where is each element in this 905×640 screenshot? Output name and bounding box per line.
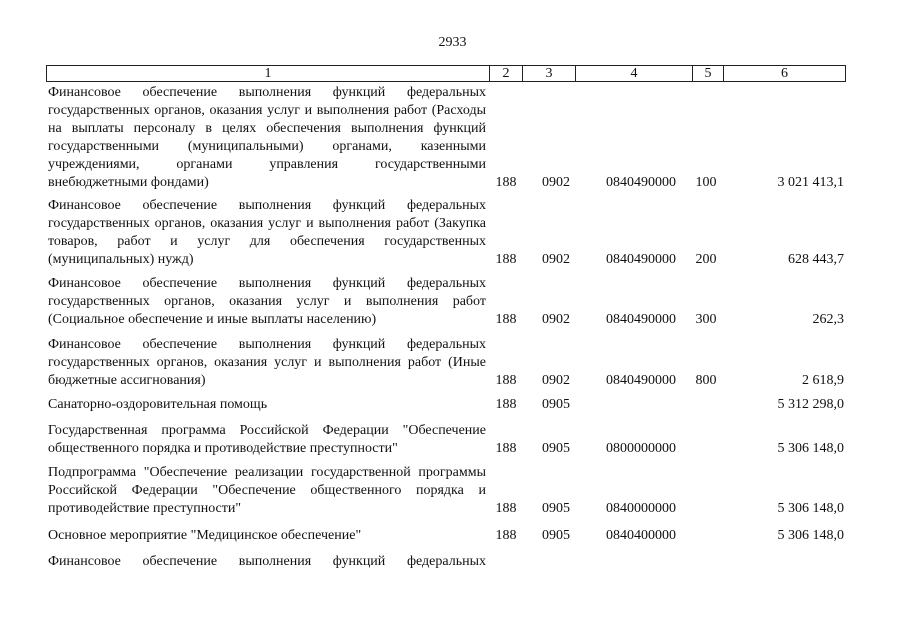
table-row: [46, 553, 846, 571]
row-col-3: 0905: [542, 441, 570, 456]
row-description: Государственная программа Российской Федерации "Обеспечение общественного порядка и противодействие преступности": [48, 423, 486, 456]
table-row: [46, 422, 846, 458]
row-col-2: 188: [495, 501, 517, 516]
table-row: [46, 527, 846, 545]
row-col-4: 0800000000: [606, 441, 676, 456]
header-col-3: 3: [522, 66, 575, 81]
row-col-5: 300: [695, 312, 717, 327]
row-col-6: 5 306 148,0: [777, 528, 844, 543]
table-row: [46, 197, 846, 269]
row-col-3: 0905: [542, 397, 570, 412]
row-col-3: 0902: [542, 175, 570, 190]
row-col-2: 188: [495, 373, 517, 388]
row-col-4: 0840490000: [606, 175, 676, 190]
row-col-5: 200: [695, 252, 717, 267]
row-col-6: 3 021 413,1: [777, 175, 844, 190]
row-description: Подпрограмма "Обеспечение реализации государственной программы Российской Федерации "Обеспечение общественного порядка и противодействие преступности": [48, 465, 486, 516]
row-col-6: 5 306 148,0: [777, 441, 844, 456]
header-col-5: 5: [692, 66, 723, 81]
row-col-6: 5 312 298,0: [777, 397, 844, 412]
page-number: 2933: [438, 35, 467, 50]
row-col-4: 0840000000: [606, 501, 676, 516]
row-col-2: 188: [495, 252, 517, 267]
row-description: Санаторно-оздоровительная помощь: [48, 397, 268, 412]
table-row: [46, 396, 846, 414]
row-description: Финансовое обеспечение выполнения функций федеральных государственных органов, оказания услуг и выполнения работ (Закупка товаров, работ и услуг для обеспечения государственных (муниципальных) нужд): [48, 198, 486, 267]
row-col-3: 0905: [542, 528, 570, 543]
row-col-2: 188: [495, 397, 517, 412]
row-col-3: 0902: [542, 373, 570, 388]
row-description: Основное мероприятие "Медицинское обеспечение": [48, 528, 362, 543]
row-col-2: 188: [495, 528, 517, 543]
row-col-5: 800: [695, 373, 717, 388]
row-col-6: 628 443,7: [788, 252, 844, 267]
row-col-4: 0840490000: [606, 252, 676, 267]
table-header: [46, 65, 846, 82]
header-col-2: 2: [489, 66, 522, 81]
table-row: [46, 84, 846, 192]
row-col-3: 0902: [542, 252, 570, 267]
table-row: [46, 464, 846, 518]
row-col-4: 0840400000: [606, 528, 676, 543]
row-description: Финансовое обеспечение выполнения функций федеральных государственных органов, оказания услуг и выполнения работ (Иные бюджетные ассигнования): [48, 337, 486, 388]
row-col-2: 188: [495, 312, 517, 327]
row-description: Финансовое обеспечение выполнения функций федеральных государственных органов, оказания услуг и выполнения работ (Расходы на выплаты персоналу в целях обеспечения выполнения функций государственными (муниципальными) органами, казенными учреждениями, органами управления государственными внебюджетными фондами): [48, 85, 486, 190]
row-col-4: 0840490000: [606, 373, 676, 388]
row-description: Финансовое обеспечение выполнения функций федеральных государственных органов, оказания услуг и выполнения работ (Социальное обеспечение и иные выплаты населению): [48, 276, 486, 327]
row-col-3: 0905: [542, 501, 570, 516]
row-col-3: 0902: [542, 312, 570, 327]
table-row: [46, 336, 846, 390]
row-col-6: 5 306 148,0: [777, 501, 844, 516]
row-col-6: 262,3: [812, 312, 844, 327]
row-col-5: 100: [695, 175, 717, 190]
row-description: Финансовое обеспечение выполнения функций федеральных: [48, 554, 486, 569]
row-col-2: 188: [495, 441, 517, 456]
row-col-2: 188: [495, 175, 517, 190]
header-col-6: 6: [723, 66, 845, 81]
header-col-1: 1: [264, 66, 272, 81]
row-col-6: 2 618,9: [802, 373, 844, 388]
row-col-4: 0840490000: [606, 312, 676, 327]
table-row: [46, 275, 846, 329]
header-col-4: 4: [575, 66, 692, 81]
